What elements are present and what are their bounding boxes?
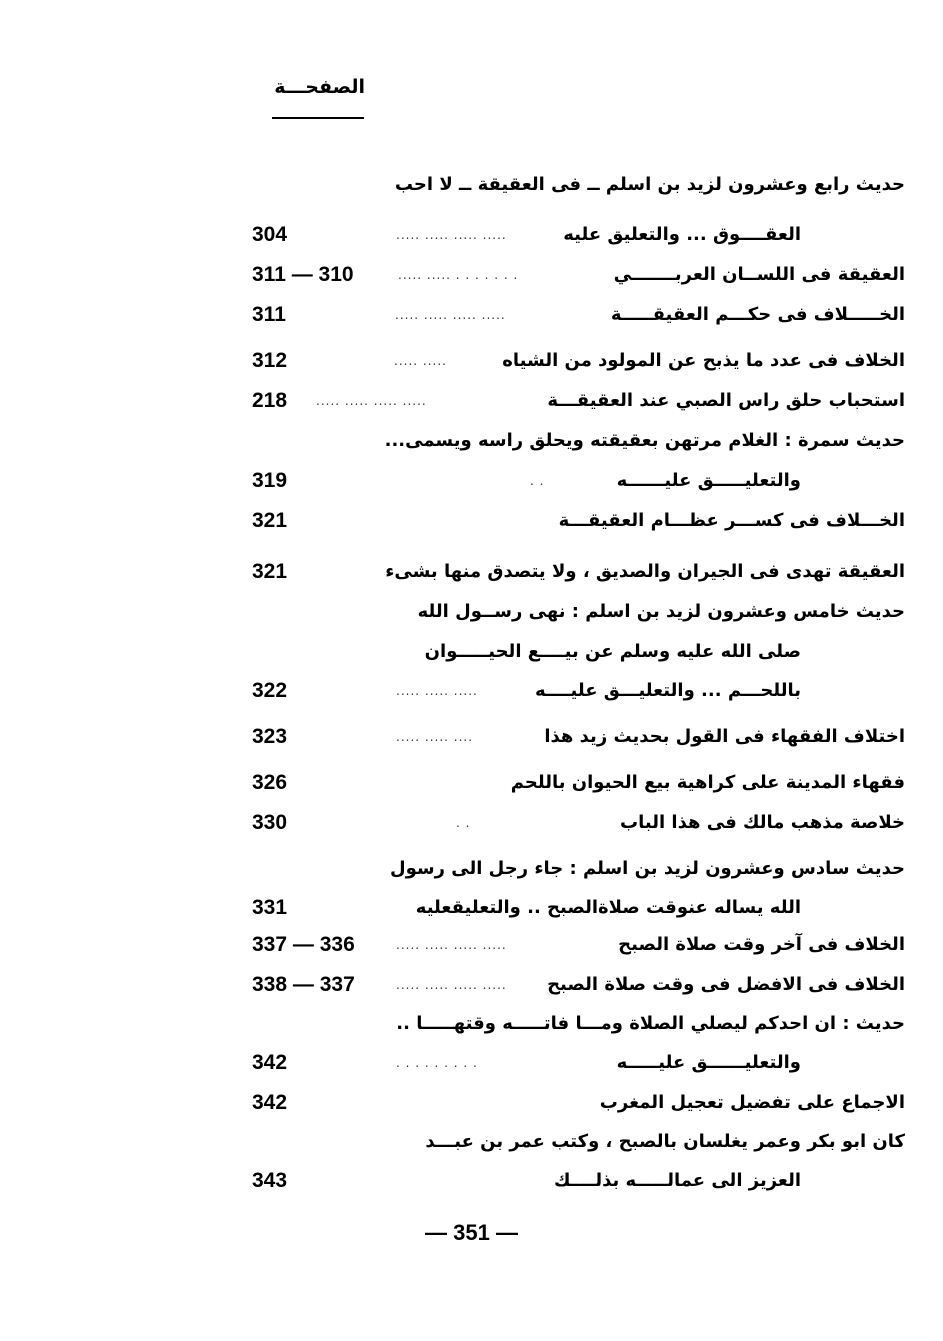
toc-page-number: 331 bbox=[252, 896, 288, 919]
toc-entry bbox=[0, 637, 943, 671]
toc-entry bbox=[0, 1166, 943, 1200]
toc-entry-title: حديث خامس وعشرون لزيد بن اسلم : نهى رســول الله bbox=[417, 601, 905, 622]
toc-entry bbox=[0, 768, 943, 802]
toc-page-number: 321 bbox=[252, 560, 288, 583]
toc-entry bbox=[0, 1088, 943, 1122]
toc-entry-title: استحباب حلق راس الصبي عند العقيقـــة bbox=[547, 390, 905, 411]
toc-entry bbox=[0, 1127, 943, 1161]
toc-entry-title: فقهاء المدينة على كراهية بيع الحيوان باللحم bbox=[510, 772, 905, 793]
header-underline bbox=[272, 117, 364, 119]
toc-entry-title: حديث سادس وعشرون لزيد بن اسلم : جاء رجل الى رسول bbox=[390, 858, 905, 879]
toc-page-number: 343 bbox=[252, 1169, 288, 1192]
toc-entry bbox=[0, 930, 943, 964]
toc-entry-title: الخـــلاف فى كســـر عظـــام العقيقـــة bbox=[558, 510, 905, 531]
toc-entry bbox=[0, 1009, 943, 1043]
toc-entry-title: العقــــوق ... والتعليق عليه bbox=[563, 224, 801, 245]
toc-entry bbox=[0, 893, 943, 927]
toc-entry bbox=[0, 808, 943, 842]
toc-leader-dots: ..... ..... ..... ..... bbox=[395, 308, 506, 322]
toc-page-number: 321 bbox=[252, 509, 288, 532]
toc-entry bbox=[0, 597, 943, 631]
toc-entry bbox=[0, 1048, 943, 1082]
toc-entry bbox=[0, 386, 943, 420]
page-column-header: الصفحـــة bbox=[274, 76, 365, 98]
toc-page-number: 319 bbox=[252, 469, 288, 492]
toc-leader-dots: ..... ..... ..... ..... bbox=[396, 978, 507, 992]
toc-page-number: 311 bbox=[252, 303, 286, 326]
toc-page-number: 312 bbox=[252, 349, 288, 372]
page-number-footer: — 351 — bbox=[425, 1220, 518, 1245]
toc-page-number: 304 bbox=[252, 223, 288, 246]
toc-entry bbox=[0, 300, 943, 334]
toc-page-number: 342 bbox=[252, 1091, 288, 1114]
toc-entry bbox=[0, 506, 943, 540]
toc-page-number: 322 bbox=[252, 679, 288, 702]
toc-leader-dots: ..... ..... .... bbox=[396, 730, 474, 744]
toc-entry-title: حديث سمرة : الغلام مرتهن بعقيقته ويحلق راسه ويسمى... bbox=[384, 430, 905, 451]
toc-entry-title: العقيقة فى اللســان العربـــــــي bbox=[613, 264, 905, 285]
toc-entry-title: اختلاف الفقهاء فى القول بحديث زيد هذا bbox=[544, 726, 905, 747]
toc-leader-dots: ..... ..... ..... bbox=[396, 684, 478, 698]
toc-entry-title: العزيز الى عمالـــــه بذلــــك bbox=[553, 1170, 801, 1191]
toc-page-number: 330 bbox=[252, 811, 288, 834]
toc-entry-title: باللحـــم ... والتعليـــق عليــــه bbox=[534, 680, 801, 701]
toc-entry-title: الخلاف فى عدد ما يذبح عن المولود من الشياه bbox=[502, 350, 905, 371]
toc-entry bbox=[0, 426, 943, 460]
toc-leader-dots: ..... ..... ..... ..... bbox=[396, 938, 507, 952]
toc-entry-title: الله يساله عنوقت صلاةالصبح .. والتعليقعليه bbox=[415, 897, 801, 918]
toc-page-number: 218 bbox=[252, 389, 288, 412]
toc-entry bbox=[0, 854, 943, 888]
toc-entry bbox=[0, 466, 943, 500]
toc-entry-title: حديث : ان احدكم ليصلي الصلاة ومـــا فاتـــــه وقتهـــــا .. bbox=[396, 1013, 905, 1034]
toc-entry-title: الاجماع على تفضيل تعجيل المغرب bbox=[599, 1092, 905, 1113]
toc-page-number: 326 bbox=[252, 771, 288, 794]
toc-leader-dots: ..... ..... ..... ..... bbox=[316, 394, 427, 408]
toc-page-number: 311 — 310 bbox=[252, 263, 354, 286]
toc-page-number: 338 — 337 bbox=[252, 973, 355, 996]
toc-entry-title: الخلاف فى الافضل فى وقت صلاة الصبح bbox=[547, 974, 905, 995]
toc-leader-dots: . . bbox=[530, 474, 545, 488]
toc-entry-title: حديث رابع وعشرون لزيد بن اسلم ــ فى العقيقة ــ لا احب bbox=[394, 174, 905, 195]
toc-entry bbox=[0, 722, 943, 756]
toc-leader-dots: . . . . . . . . . bbox=[396, 1056, 478, 1070]
toc-entry bbox=[0, 260, 943, 294]
toc-entry-title: والتعليــــــق عليـــــه bbox=[616, 1052, 801, 1073]
toc-leader-dots: . . bbox=[456, 816, 471, 830]
toc-entry bbox=[0, 557, 943, 591]
toc-page-number: 342 bbox=[252, 1051, 288, 1074]
toc-entry-title: خلاصة مذهب مالك فى هذا الباب bbox=[620, 812, 905, 833]
toc-entry bbox=[0, 970, 943, 1004]
toc-entry-title: كان ابو بكر وعمر يغلسان بالصبح ، وكتب عمر بن عبـــد bbox=[425, 1131, 905, 1152]
toc-entry-title: الخلاف فى آخر وقت صلاة الصبح bbox=[618, 934, 905, 955]
toc-entry bbox=[0, 170, 943, 204]
toc-leader-dots: ..... ..... ..... ..... bbox=[396, 228, 507, 242]
toc-page-number: 323 bbox=[252, 725, 288, 748]
toc-entry-title: والتعليـــــق عليــــــه bbox=[616, 470, 801, 491]
toc-entry bbox=[0, 220, 943, 254]
toc-entry-title: الخـــــلاف فى حكـــم العقيقـــــة bbox=[610, 304, 905, 325]
toc-entry-title: العقيقة تهدى فى الجيران والصديق ، ولا يتصدق منها بشىء bbox=[385, 561, 905, 582]
toc-page-number: 337 — 336 bbox=[252, 933, 355, 956]
toc-entry-title: صلى الله عليه وسلم عن بيــــع الحيـــــوان bbox=[424, 641, 801, 662]
toc-leader-dots: ..... ..... . . . . . . . bbox=[398, 268, 519, 282]
toc-entry bbox=[0, 346, 943, 380]
toc-leader-dots: ..... ..... bbox=[394, 354, 447, 368]
toc-entry bbox=[0, 676, 943, 710]
